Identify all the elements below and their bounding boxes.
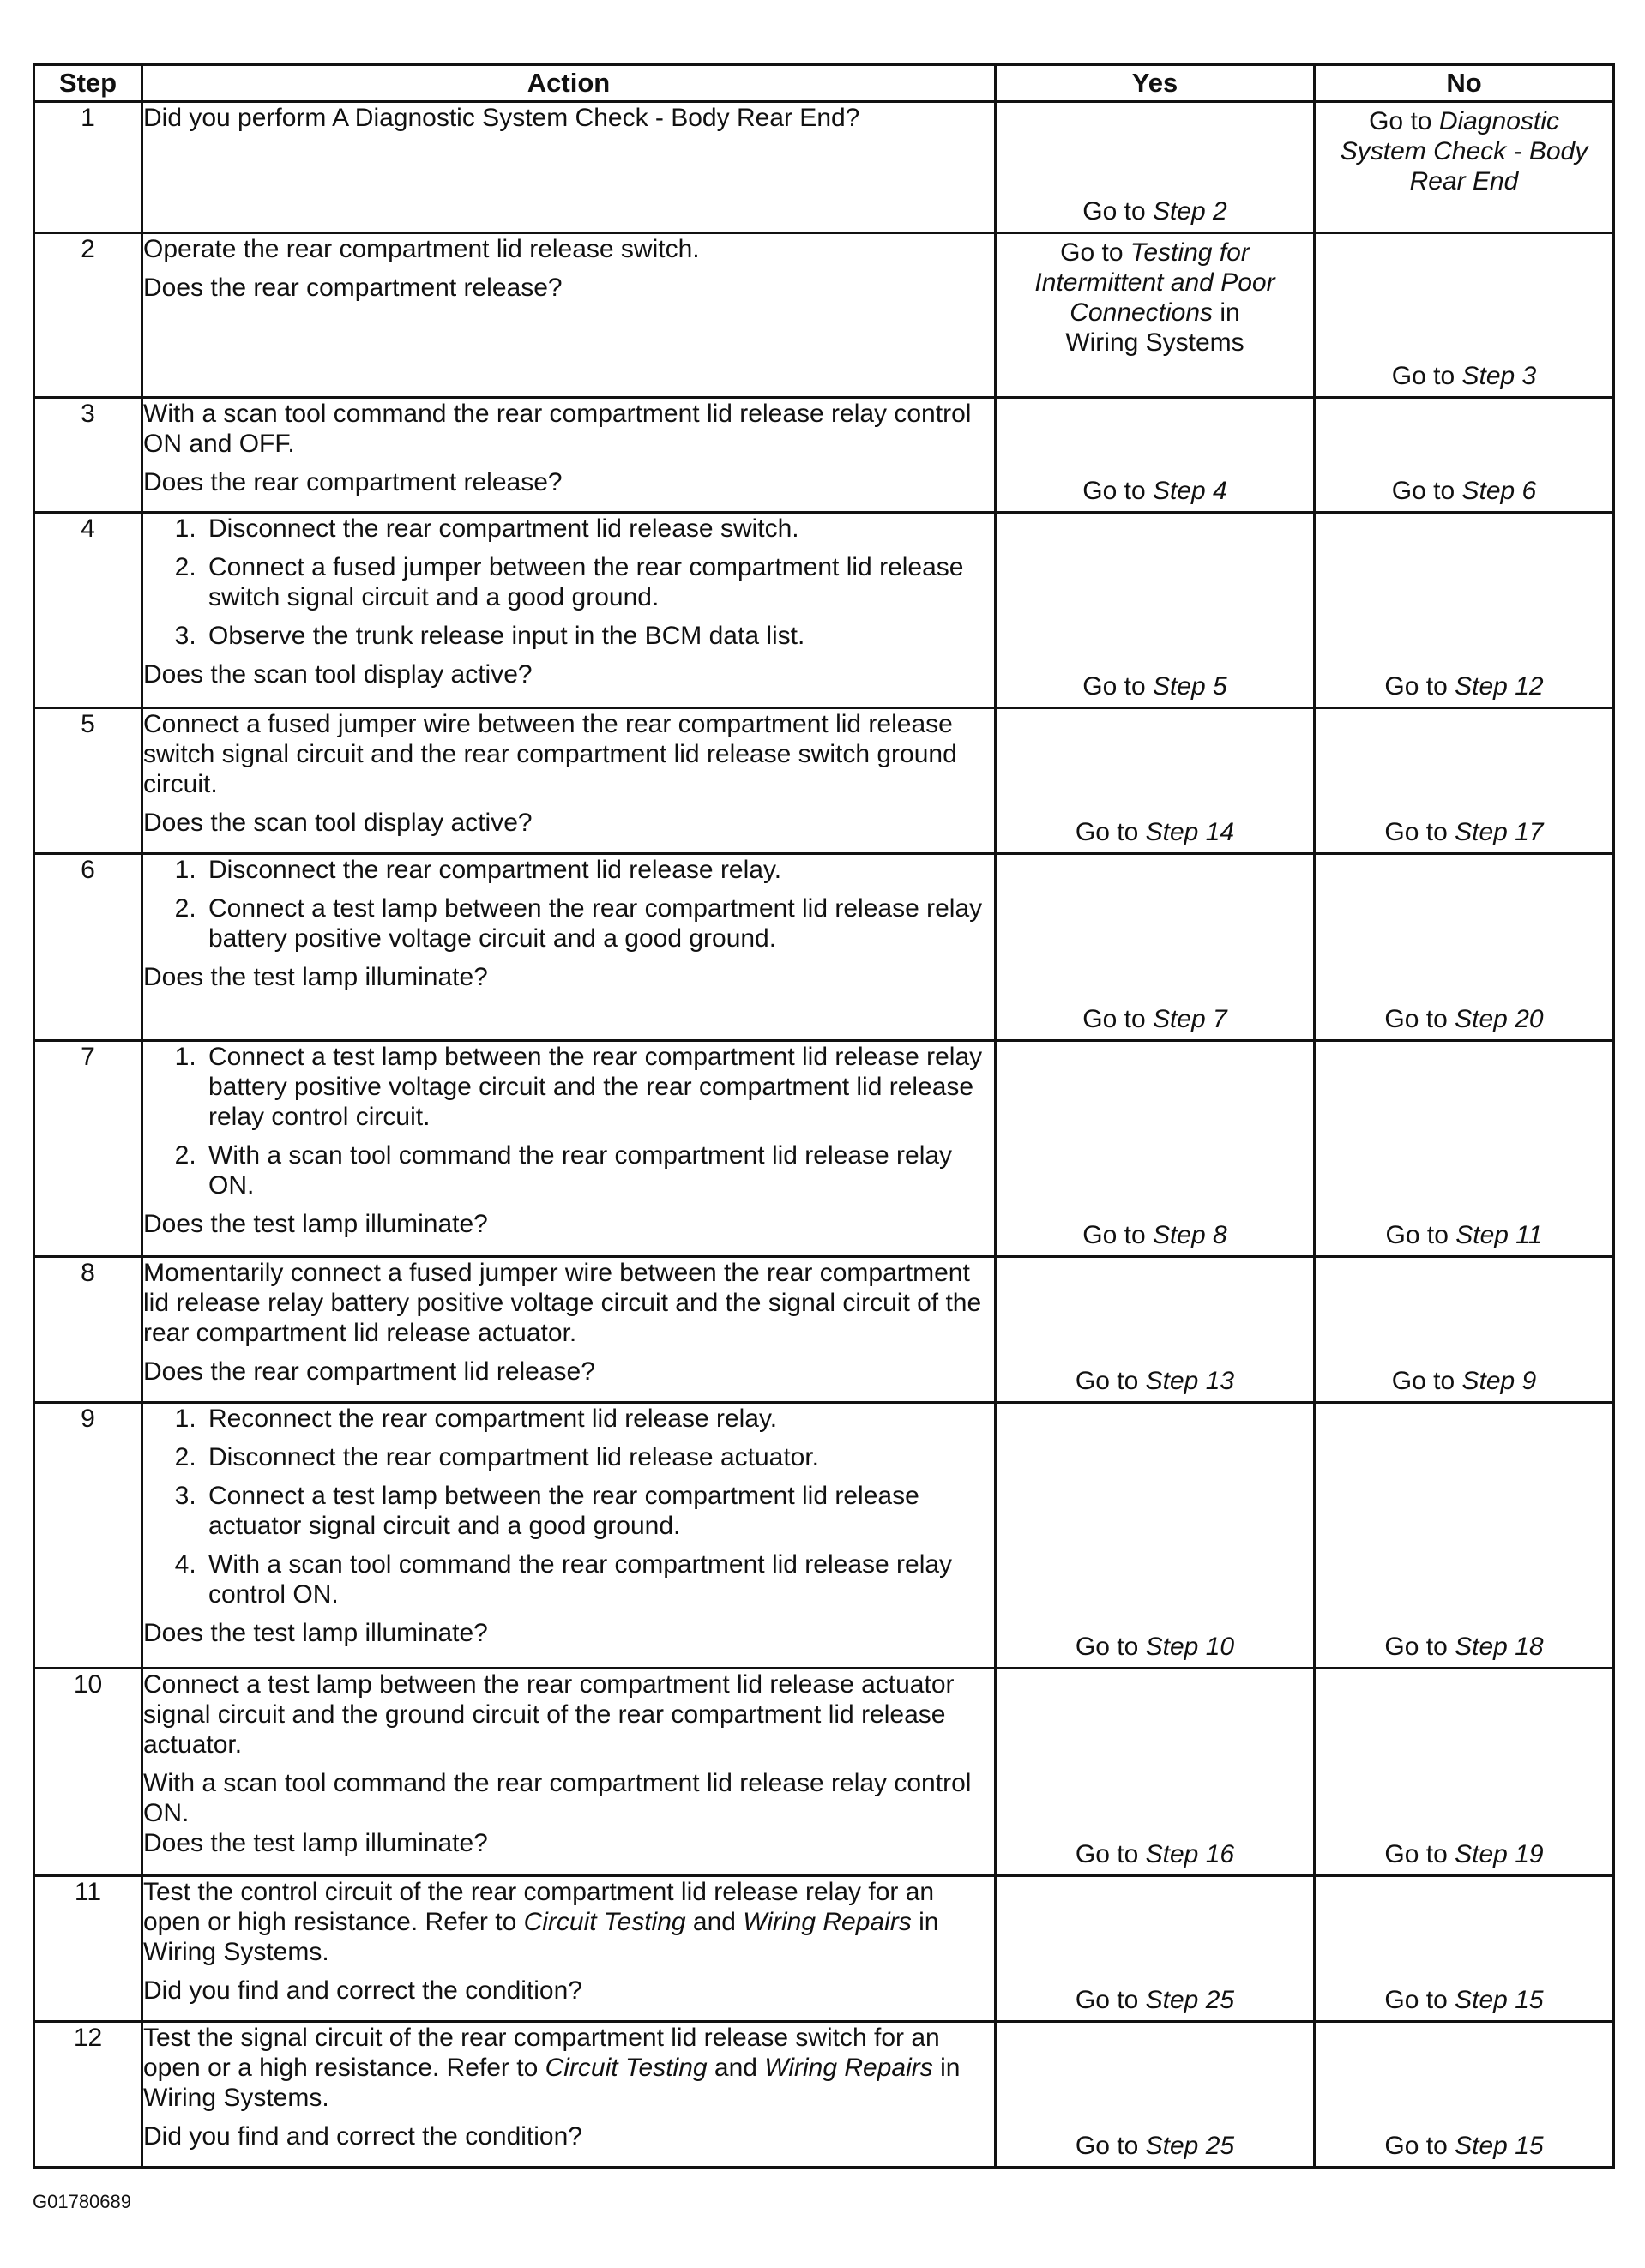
no-result: Go to Step 17 <box>1384 818 1544 846</box>
step-number: 1 <box>34 102 142 233</box>
no-result: Go to Step 18 <box>1384 1633 1544 1661</box>
action-cell <box>142 1041 996 1257</box>
step-number: 3 <box>34 398 142 513</box>
no-result: Go to Step 15 <box>1384 2132 1544 2160</box>
table-row <box>34 1403 1614 1669</box>
yes-cell <box>996 1876 1315 2022</box>
action-text: Operate the rear compartment lid release switch. <box>143 235 700 263</box>
yes-cell <box>996 854 1315 1041</box>
diagnostic-table <box>33 63 1615 2169</box>
step-number: 8 <box>34 1257 142 1403</box>
action-question: Does the test lamp illuminate? <box>143 1829 488 1857</box>
step-number: 6 <box>34 854 142 1041</box>
yes-result: Go to Step 7 <box>1082 1005 1227 1033</box>
no-result: Go to Step 20 <box>1384 1005 1544 1033</box>
action-cell <box>142 233 996 398</box>
no-cell <box>1315 2022 1614 2168</box>
yes-result: Go to Step 4 <box>1082 477 1227 505</box>
action-question: Does the test lamp illuminate? <box>143 963 488 991</box>
list-item: 1. Reconnect the rear compartment lid release relay. <box>203 1404 994 1434</box>
action-text: Connect a fused jumper wire between the rear compartment lid release switch signal circuit and the rear compartment lid release switch ground circuit. <box>143 710 957 798</box>
list-item: 1. Disconnect the rear compartment lid release switch. <box>203 514 994 544</box>
action-cell <box>142 854 996 1041</box>
table-row <box>34 233 1614 398</box>
table-row <box>34 398 1614 513</box>
list-item: 2. Connect a test lamp between the rear compartment lid release relay battery positive voltage circuit and a good ground. <box>203 893 994 954</box>
no-result: Go to Step 19 <box>1384 1840 1544 1868</box>
yes-cell <box>996 708 1315 854</box>
list-item: 4. With a scan tool command the rear compartment lid release relay control ON. <box>203 1549 994 1609</box>
table-row <box>34 854 1614 1041</box>
yes-cell <box>996 1403 1315 1669</box>
action-cell <box>142 1876 996 2022</box>
list-item: 2. Disconnect the rear compartment lid release actuator. <box>203 1442 994 1472</box>
diagnostic-table-container <box>33 63 1612 2169</box>
action-cell <box>142 513 996 708</box>
step-number: 12 <box>34 2022 142 2168</box>
action-cell <box>142 1403 996 1669</box>
yes-result: Go to Step 16 <box>1075 1840 1235 1868</box>
action-cell <box>142 398 996 513</box>
yes-result: Go to Step 5 <box>1082 672 1227 701</box>
header-yes: Yes <box>996 65 1315 102</box>
header-step: Step <box>34 65 142 102</box>
action-question: Does the scan tool display active? <box>143 809 533 837</box>
no-result: Go to Step 3 <box>1391 362 1537 390</box>
yes-cell <box>996 513 1315 708</box>
yes-result: Go to Step 8 <box>1082 1221 1227 1249</box>
step-number: 2 <box>34 233 142 398</box>
table-row <box>34 1041 1614 1257</box>
action-text: Did you perform A Diagnostic System Check - Body Rear End? <box>143 104 860 132</box>
no-cell <box>1315 398 1614 513</box>
action-cell <box>142 1257 996 1403</box>
action-question: Did you find and correct the condition? <box>143 2122 582 2151</box>
action-text: Test the signal circuit of the rear compartment lid release switch for an open or a high resistance. Refer to Circuit Testing and Wiring Repairs in Wiring Systems. <box>143 2024 961 2112</box>
action-question: Does the test lamp illuminate? <box>143 1210 488 1238</box>
no-cell <box>1315 513 1614 708</box>
action-text: Momentarily connect a fused jumper wire between the rear compartment lid release relay battery positive voltage circuit and the signal circuit of the rear compartment lid release actuator. <box>143 1259 982 1347</box>
list-item: 3. Connect a test lamp between the rear compartment lid release actuator signal circuit and a good ground. <box>203 1481 994 1541</box>
step-number: 7 <box>34 1041 142 1257</box>
step-number: 5 <box>34 708 142 854</box>
no-cell <box>1315 1669 1614 1876</box>
figure-id: G01780689 <box>33 2191 131 2212</box>
no-cell <box>1315 102 1614 233</box>
yes-result: Go to Step 10 <box>1075 1633 1235 1661</box>
action-cell <box>142 102 996 233</box>
action-steps-list <box>143 514 994 651</box>
step-number: 4 <box>34 513 142 708</box>
list-item: 3. Observe the trunk release input in the BCM data list. <box>203 621 994 651</box>
action-cell <box>142 708 996 854</box>
action-question: Did you find and correct the condition? <box>143 1976 582 2005</box>
step-number: 11 <box>34 1876 142 2022</box>
action-cell <box>142 2022 996 2168</box>
yes-result: Go to Step 2 <box>1082 197 1227 226</box>
yes-cell <box>996 1257 1315 1403</box>
list-item: 2. Connect a fused jumper between the rear compartment lid release switch signal circuit and a good ground. <box>203 552 994 612</box>
yes-result: Go to Step 14 <box>1075 818 1235 846</box>
no-cell <box>1315 233 1614 398</box>
table-row <box>34 2022 1614 2168</box>
no-cell <box>1315 1403 1614 1669</box>
table-row <box>34 1876 1614 2022</box>
header-action: Action <box>142 65 996 102</box>
no-cell <box>1315 1041 1614 1257</box>
step-number: 10 <box>34 1669 142 1876</box>
yes-cell <box>996 1669 1315 1876</box>
table-row <box>34 708 1614 854</box>
yes-result: Go to Step 13 <box>1075 1367 1235 1395</box>
no-result: Go to Step 11 <box>1385 1221 1543 1249</box>
yes-cell <box>996 398 1315 513</box>
no-result: Go to Step 6 <box>1391 477 1537 505</box>
yes-result: Go to Step 25 <box>1075 1986 1235 2014</box>
no-result: Go to Diagnostic System Check - Body Rear End <box>1340 107 1588 196</box>
header-no: No <box>1315 65 1614 102</box>
no-cell <box>1315 1876 1614 2022</box>
action-steps-list <box>143 1404 994 1609</box>
no-cell <box>1315 854 1614 1041</box>
step-number: 9 <box>34 1403 142 1669</box>
action-question: Does the rear compartment release? <box>143 468 563 496</box>
action-text: With a scan tool command the rear compartment lid release relay control ON and OFF. <box>143 400 972 458</box>
table-row <box>34 1257 1614 1403</box>
table-row <box>34 102 1614 233</box>
yes-cell <box>996 1041 1315 1257</box>
yes-cell <box>996 102 1315 233</box>
yes-result: Go to Testing for Intermittent and Poor Connections in Wiring Systems <box>1034 238 1275 357</box>
list-item: 1. Disconnect the rear compartment lid release relay. <box>203 855 994 885</box>
action-text: Test the control circuit of the rear compartment lid release relay for an open or high resistance. Refer to Circuit Testing and Wiring Repairs in Wiring Systems. <box>143 1878 939 1966</box>
action-question: Does the rear compartment release? <box>143 274 563 302</box>
no-result: Go to Step 9 <box>1391 1367 1537 1395</box>
yes-cell <box>996 2022 1315 2168</box>
action-question: Does the test lamp illuminate? <box>143 1619 488 1647</box>
action-steps-list <box>143 1042 994 1200</box>
no-result: Go to Step 15 <box>1384 1986 1544 2014</box>
no-cell <box>1315 708 1614 854</box>
table-header-row <box>34 65 1614 102</box>
list-item: 1. Connect a test lamp between the rear compartment lid release relay battery positive voltage circuit and the rear compartment lid release relay control circuit. <box>203 1042 994 1132</box>
action-question: Does the scan tool display active? <box>143 660 533 689</box>
no-result: Go to Step 12 <box>1384 672 1544 701</box>
yes-result: Go to Step 25 <box>1075 2132 1235 2160</box>
action-cell <box>142 1669 996 1876</box>
action-text: Connect a test lamp between the rear compartment lid release actuator signal circuit and the ground circuit of the rear compartment lid release actuator. <box>143 1670 955 1759</box>
table-row <box>34 513 1614 708</box>
yes-cell <box>996 233 1315 398</box>
no-cell <box>1315 1257 1614 1403</box>
action-steps-list <box>143 855 994 954</box>
list-item: 2. With a scan tool command the rear compartment lid release relay ON. <box>203 1140 994 1200</box>
action-text: With a scan tool command the rear compartment lid release relay control ON. <box>143 1769 972 1827</box>
table-row <box>34 1669 1614 1876</box>
action-question: Does the rear compartment lid release? <box>143 1357 595 1386</box>
